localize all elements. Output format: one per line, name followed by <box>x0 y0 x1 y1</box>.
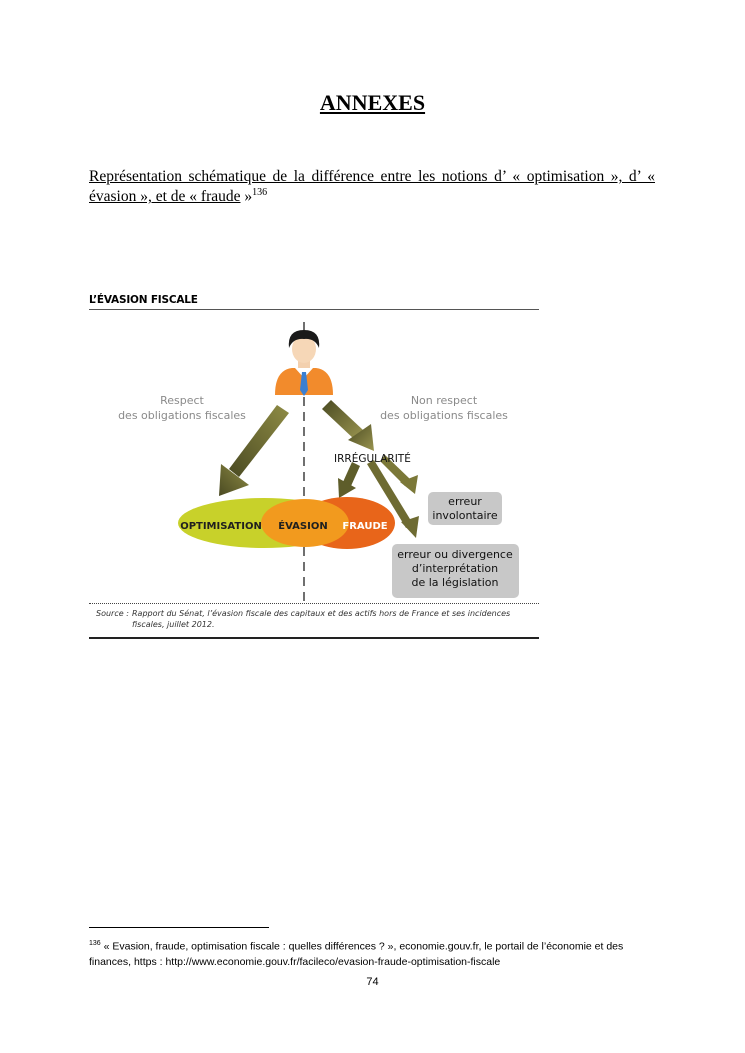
fraude-label: FRAUDE <box>342 521 388 532</box>
intro-text: Représentation schématique de la différence entre les notions d’ « optimisation », d’ « évasion », et de « fraude <box>89 168 655 205</box>
non-respect-label-line2: des obligations fiscales <box>380 409 508 422</box>
optimisation-label: OPTIMISATION <box>180 521 262 532</box>
intro-paragraph <box>89 167 655 207</box>
figure-dotted-rule <box>89 603 539 604</box>
interpretation-error-line1: erreur ou divergence <box>397 548 513 561</box>
evasion-label: ÉVASION <box>278 521 328 532</box>
involuntary-error-line2: involontaire <box>432 509 498 522</box>
tax-evasion-figure <box>89 292 541 640</box>
page-number: 74 <box>366 976 379 988</box>
source-line2: fiscales, juillet 2012. <box>132 620 215 629</box>
figure-bottom-rule <box>89 637 539 639</box>
interpretation-error-line3: de la législation <box>411 576 499 589</box>
arrow-to-irregularity <box>322 400 374 451</box>
involuntary-error-line1: erreur <box>448 495 482 508</box>
non-respect-label-line1: Non respect <box>410 394 478 407</box>
source-line1: Rapport du Sénat, l’évasion fiscale des capitaux et des actifs hors de France et ses incidences <box>132 609 511 618</box>
arrow-to-fraude <box>338 462 360 498</box>
source-label: Source : <box>96 609 129 618</box>
respect-label-line1: Respect <box>160 394 204 407</box>
footnote <box>89 936 659 970</box>
figure-title: L’ÉVASION FISCALE <box>89 294 198 306</box>
footnote-text: « Evasion, fraude, optimisation fiscale : quelles différences ? », economie.gouv.fr, le portail de l’économie et des finances, https : http://www.economie.gouv.fr/facileco/evasion-fraude-optimisation-fiscale <box>89 940 624 968</box>
footnote-reference[interactable]: 136 <box>252 186 268 198</box>
intro-tail: » <box>240 188 253 205</box>
page-title: ANNEXES <box>319 90 426 115</box>
interpretation-error-line2: d’interprétation <box>411 562 499 575</box>
footnote-separator <box>89 927 269 928</box>
irregularity-label: IRRÉGULARITÉ <box>334 453 411 465</box>
respect-label-line2: des obligations fiscales <box>118 409 246 422</box>
diagram-svg <box>89 292 541 602</box>
figure-source <box>96 608 536 630</box>
person-icon <box>275 330 333 396</box>
footnote-number: 136 <box>89 940 101 947</box>
